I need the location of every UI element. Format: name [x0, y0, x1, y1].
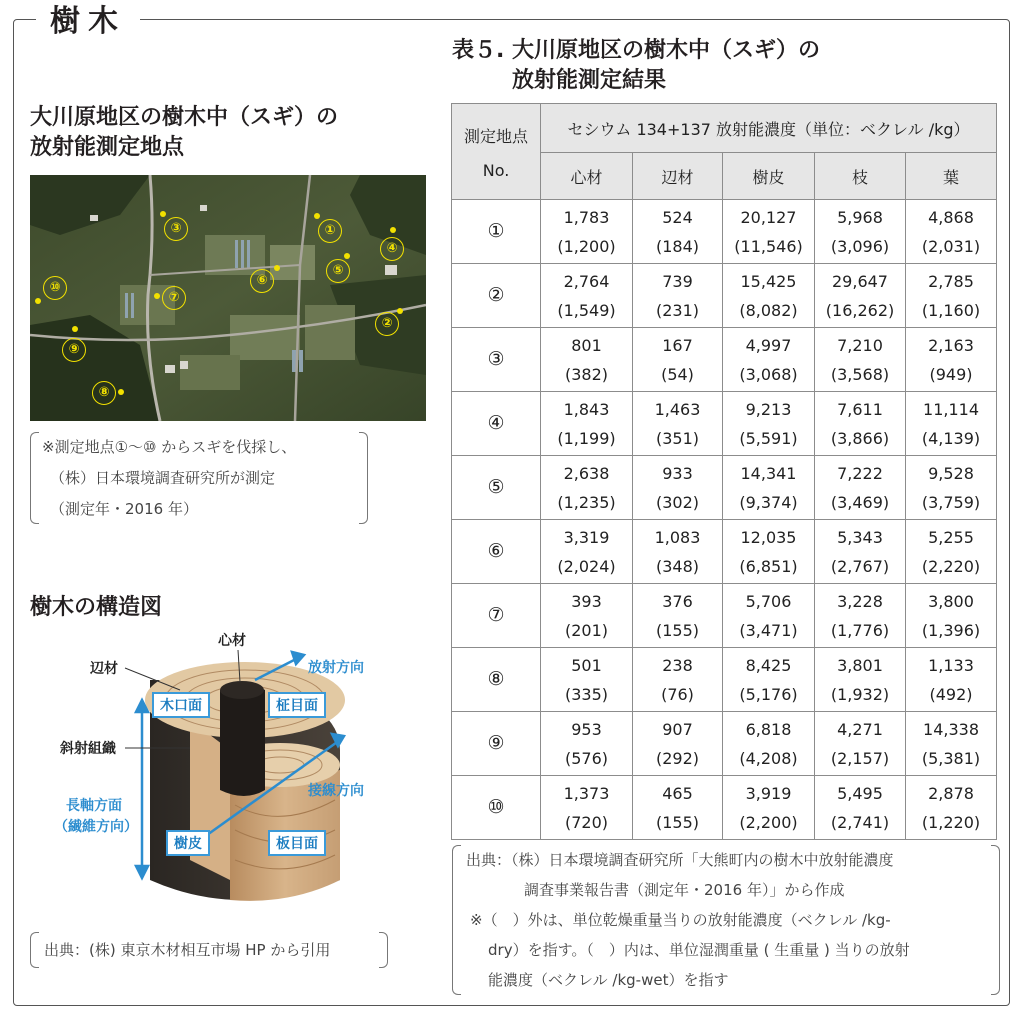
dry-value: 4,271 [837, 719, 883, 739]
row-point-label: ① [452, 200, 541, 264]
table-row [452, 712, 997, 776]
table-cell [541, 200, 633, 264]
table-cell [723, 264, 815, 328]
dry-value: 501 [571, 655, 602, 675]
dry-value: 1,783 [563, 207, 610, 227]
wet-value: (9,374) [739, 492, 798, 512]
wet-value: (2,157) [830, 748, 890, 768]
header-heartwood: 心材 [541, 153, 633, 200]
wet-value: (1,932) [830, 684, 890, 704]
bracket-right [991, 845, 1000, 995]
map-point-dot [274, 265, 280, 271]
row-point-label: ④ [452, 392, 541, 456]
wet-value: (1,776) [830, 620, 890, 640]
label-radial-section: 柾目面 [268, 692, 326, 718]
wet-value: (292) [655, 748, 700, 768]
table-source-note [452, 845, 1000, 995]
table-cell [815, 520, 906, 584]
wet-value: (231) [655, 300, 700, 320]
map-point-label: ⑥ [250, 269, 274, 293]
map-heading-line1: 大川原地区の樹木中（スギ）の [30, 105, 339, 130]
wet-value: (2,031) [921, 236, 981, 256]
map-point-label: ③ [164, 217, 188, 241]
table-cell [906, 520, 997, 584]
map-heading [30, 103, 338, 163]
table-cell [723, 712, 815, 776]
dry-value: 2,878 [928, 783, 974, 803]
dry-value: 801 [571, 335, 602, 355]
wet-value: (3,096) [830, 236, 890, 256]
label-tangential-direction: 接線方向 [308, 783, 364, 799]
table-row [452, 392, 997, 456]
row-point-label: ⑦ [452, 584, 541, 648]
dry-value: 4,997 [745, 335, 792, 355]
wet-value: (949) [929, 364, 973, 384]
wet-value: (1,220) [921, 812, 981, 832]
row-point-label: ② [452, 264, 541, 328]
structure-source-note [30, 932, 388, 968]
table-row [452, 776, 997, 840]
table-cell [633, 712, 723, 776]
dry-value: 6,818 [745, 719, 792, 739]
wet-value: (6,851) [739, 556, 798, 576]
dry-value: 167 [662, 335, 693, 355]
table-cell [906, 200, 997, 264]
dry-value: 1,373 [563, 783, 610, 803]
table-cell [633, 520, 723, 584]
bracket-right [379, 932, 388, 968]
dry-value: 5,495 [837, 783, 883, 803]
table-cell [541, 520, 633, 584]
wet-value: (201) [564, 620, 609, 640]
table-cell [633, 200, 723, 264]
map-point-label: ⑨ [62, 338, 86, 362]
map-point-label: ① [318, 219, 342, 243]
map-point-dot [35, 298, 41, 304]
dry-value: 376 [662, 591, 693, 611]
table-cell [906, 712, 997, 776]
dry-value: 953 [571, 719, 602, 739]
table-cell [906, 328, 997, 392]
table-cell [723, 200, 815, 264]
dry-value: 1,463 [654, 399, 701, 419]
measurement-table [451, 103, 997, 840]
bracket-left [30, 932, 39, 968]
header-leaf: 葉 [906, 153, 997, 200]
dry-value: 14,338 [923, 719, 979, 739]
dry-value: 3,919 [745, 783, 792, 803]
label-longitudinal: 長軸方面 [66, 798, 122, 814]
label-sapwood: 辺材 [90, 661, 118, 677]
map-point-dot [160, 211, 166, 217]
table-row [452, 456, 997, 520]
wet-value: (11,546) [734, 236, 803, 256]
dry-value: 3,800 [928, 591, 974, 611]
map-point-label: ② [375, 312, 399, 336]
label-tangential-section: 板目面 [268, 830, 326, 856]
dry-value: 739 [662, 271, 693, 291]
dry-value: 4,868 [928, 207, 974, 227]
wet-value: (1,199) [557, 428, 616, 448]
wet-value: (3,469) [830, 492, 890, 512]
dry-value: 393 [571, 591, 602, 611]
dry-value: 9,528 [928, 463, 974, 483]
bracket-left [452, 845, 461, 995]
wet-value: (3,866) [830, 428, 890, 448]
table-cell [541, 264, 633, 328]
table-cell [541, 776, 633, 840]
row-point-label: ⑧ [452, 648, 541, 712]
map-point-dot [154, 293, 160, 299]
table-cell [815, 200, 906, 264]
table-cell [541, 392, 633, 456]
wet-value: (2,220) [921, 556, 981, 576]
dry-value: 12,035 [740, 527, 797, 547]
table-cell [906, 648, 997, 712]
dry-value: 7,210 [837, 335, 883, 355]
wet-value: (382) [564, 364, 609, 384]
dry-value: 1,133 [928, 655, 974, 675]
wet-value: (2,024) [557, 556, 616, 576]
table-cell [906, 392, 997, 456]
wet-value: (16,262) [825, 300, 895, 320]
dry-value: 3,319 [563, 527, 610, 547]
table-row [452, 520, 997, 584]
table-row [452, 584, 997, 648]
table-cell [815, 776, 906, 840]
table-cell [815, 712, 906, 776]
table-cell [633, 456, 723, 520]
row-point-label: ⑤ [452, 456, 541, 520]
header-cesium-group: セシウム 134+137 放射能濃度（単位：ベクレル /kg） [541, 104, 997, 153]
table-heading-line2: 放射能測定結果 [512, 68, 667, 93]
dry-value: 1,083 [654, 527, 701, 547]
table-cell [815, 264, 906, 328]
dry-value: 9,213 [745, 399, 792, 419]
map-point-label: ④ [380, 237, 404, 261]
table-cell [723, 520, 815, 584]
dry-value: 5,255 [928, 527, 974, 547]
dry-value: 5,706 [745, 591, 792, 611]
dry-value: 238 [662, 655, 693, 675]
wet-value: (576) [564, 748, 609, 768]
wet-value: (3,568) [830, 364, 890, 384]
table-row [452, 264, 997, 328]
wet-value: (335) [564, 684, 609, 704]
label-cross-section: 木口面 [152, 692, 210, 718]
dry-value: 7,611 [837, 399, 883, 419]
bracket-right [359, 432, 368, 524]
map-point-label: ⑩ [43, 276, 67, 300]
dry-value: 3,228 [837, 591, 883, 611]
label-heartwood: 心材 [218, 633, 246, 649]
header-branch: 枝 [815, 153, 906, 200]
map-point-label: ⑤ [326, 259, 350, 283]
wet-value: (5,381) [921, 748, 981, 768]
aerial-map-image [30, 175, 426, 421]
table-cell [723, 648, 815, 712]
label-radial-direction: 放射方向 [308, 660, 364, 676]
dry-value: 2,163 [928, 335, 974, 355]
wet-value: (4,139) [921, 428, 981, 448]
source-line: 調査事業報告書（測定年・2016 年）」から作成 [524, 881, 845, 899]
label-ray-tissue: 斜射組織 [60, 741, 116, 757]
header-point [452, 104, 541, 200]
map-point-dot [390, 227, 396, 233]
table-cell [633, 776, 723, 840]
map-heading-line2: 放射能測定地点 [30, 135, 185, 160]
wet-value: (155) [655, 812, 700, 832]
dry-value: 933 [662, 463, 693, 483]
dry-value: 8,425 [745, 655, 792, 675]
table-body [452, 200, 997, 840]
map-point-label: ⑦ [162, 286, 186, 310]
dry-value: 11,114 [923, 399, 979, 419]
table-cell [815, 392, 906, 456]
table-cell [633, 392, 723, 456]
wet-value: (348) [655, 556, 700, 576]
map-point-label: ⑧ [92, 381, 116, 405]
table-cell [906, 584, 997, 648]
dry-value: 20,127 [740, 207, 797, 227]
table-cell [815, 328, 906, 392]
map-point-dot [314, 213, 320, 219]
table-cell [723, 392, 815, 456]
table-cell [541, 456, 633, 520]
source-line: ※（ ）外は、単位乾燥重量当りの放射能濃度（ベクレル /kg- [470, 911, 891, 929]
dry-value: 2,785 [928, 271, 974, 291]
dry-value: 524 [662, 207, 693, 227]
source-line: dry）を指す。（ ）内は、単位湿潤重量 ( 生重量 ) 当りの放射 [488, 941, 910, 959]
table-cell [815, 584, 906, 648]
table-row [452, 328, 997, 392]
header-point-line1: 測定地点 [463, 126, 528, 146]
wet-value: (54) [661, 364, 694, 384]
wet-value: (76) [661, 684, 694, 704]
dry-value: 1,843 [563, 399, 610, 419]
section-title: 樹木 [36, 2, 140, 42]
table-row [452, 648, 997, 712]
table-cell [723, 328, 815, 392]
table-cell [541, 584, 633, 648]
table-cell [815, 456, 906, 520]
wet-value: (720) [564, 812, 609, 832]
wet-value: (1,200) [557, 236, 616, 256]
aerial-map [30, 175, 426, 421]
structure-heading: 樹木の構造図 [30, 595, 163, 620]
map-note-line: （株）日本環境調査研究所が測定 [50, 469, 276, 487]
dry-value: 3,801 [837, 655, 883, 675]
row-point-label: ③ [452, 328, 541, 392]
table-row [452, 200, 997, 264]
table-cell [541, 648, 633, 712]
header-sapwood: 辺材 [633, 153, 723, 200]
table-cell [633, 648, 723, 712]
wet-value: (184) [655, 236, 700, 256]
tree-structure-diagram [40, 630, 400, 920]
wet-value: (2,200) [739, 812, 798, 832]
wet-value: (1,235) [557, 492, 616, 512]
row-point-label: ⑩ [452, 776, 541, 840]
table-cell [633, 264, 723, 328]
table-cell [541, 328, 633, 392]
table-cell [723, 456, 815, 520]
table-cell [815, 648, 906, 712]
source-line: 出典：（株）日本環境調査研究所「大熊町内の樹木中放射能濃度 [466, 851, 894, 869]
map-note [30, 432, 368, 524]
bracket-left [30, 432, 39, 524]
wet-value: (492) [929, 684, 973, 704]
wet-value: (3,471) [739, 620, 798, 640]
row-point-label: ⑥ [452, 520, 541, 584]
dry-value: 2,764 [563, 271, 610, 291]
wet-value: (1,396) [921, 620, 981, 640]
header-point-line2: No. [482, 160, 510, 180]
dry-value: 907 [662, 719, 693, 739]
map-point-dot [72, 326, 78, 332]
dry-value: 465 [662, 783, 693, 803]
table-heading-line1: 表５. 大川原地区の樹木中（スギ）の [452, 38, 821, 63]
table-cell [906, 776, 997, 840]
table-cell [633, 328, 723, 392]
dry-value: 15,425 [740, 271, 797, 291]
dry-value: 29,647 [832, 271, 888, 291]
source-line: 能濃度（ベクレル /kg-wet）を指す [488, 971, 729, 989]
table-cell [541, 712, 633, 776]
wet-value: (8,082) [739, 300, 798, 320]
label-longitudinal-fiber: （繊維方向） [54, 819, 138, 835]
wet-value: (1,549) [557, 300, 616, 320]
header-bark: 樹皮 [723, 153, 815, 200]
dry-value: 7,222 [837, 463, 883, 483]
wet-value: (4,208) [739, 748, 798, 768]
map-note-line: ※測定地点①～⑩ からスギを伐採し、 [42, 438, 297, 456]
map-point-dot [397, 308, 403, 314]
wet-value: (155) [655, 620, 700, 640]
map-point-dot [118, 389, 124, 395]
wet-value: (2,767) [830, 556, 890, 576]
label-bark: 樹皮 [166, 830, 210, 856]
dry-value: 5,968 [837, 207, 883, 227]
row-point-label: ⑨ [452, 712, 541, 776]
wet-value: (5,176) [739, 684, 798, 704]
wet-value: (3,759) [921, 492, 981, 512]
wet-value: (5,591) [739, 428, 798, 448]
structure-source-text: 出典：(株) 東京木材相互市場 HP から引用 [44, 941, 331, 959]
table-cell [906, 264, 997, 328]
wet-value: (302) [655, 492, 700, 512]
map-point-dot [344, 253, 350, 259]
wet-value: (2,741) [830, 812, 890, 832]
dry-value: 5,343 [837, 527, 883, 547]
dry-value: 14,341 [740, 463, 797, 483]
wet-value: (1,160) [921, 300, 981, 320]
table-cell [723, 584, 815, 648]
wet-value: (351) [655, 428, 700, 448]
map-note-line: （測定年・2016 年） [50, 500, 198, 518]
table-cell [723, 776, 815, 840]
dry-value: 2,638 [563, 463, 610, 483]
table-cell [633, 584, 723, 648]
wet-value: (3,068) [739, 364, 798, 384]
table-heading [452, 36, 820, 96]
table-cell [906, 456, 997, 520]
